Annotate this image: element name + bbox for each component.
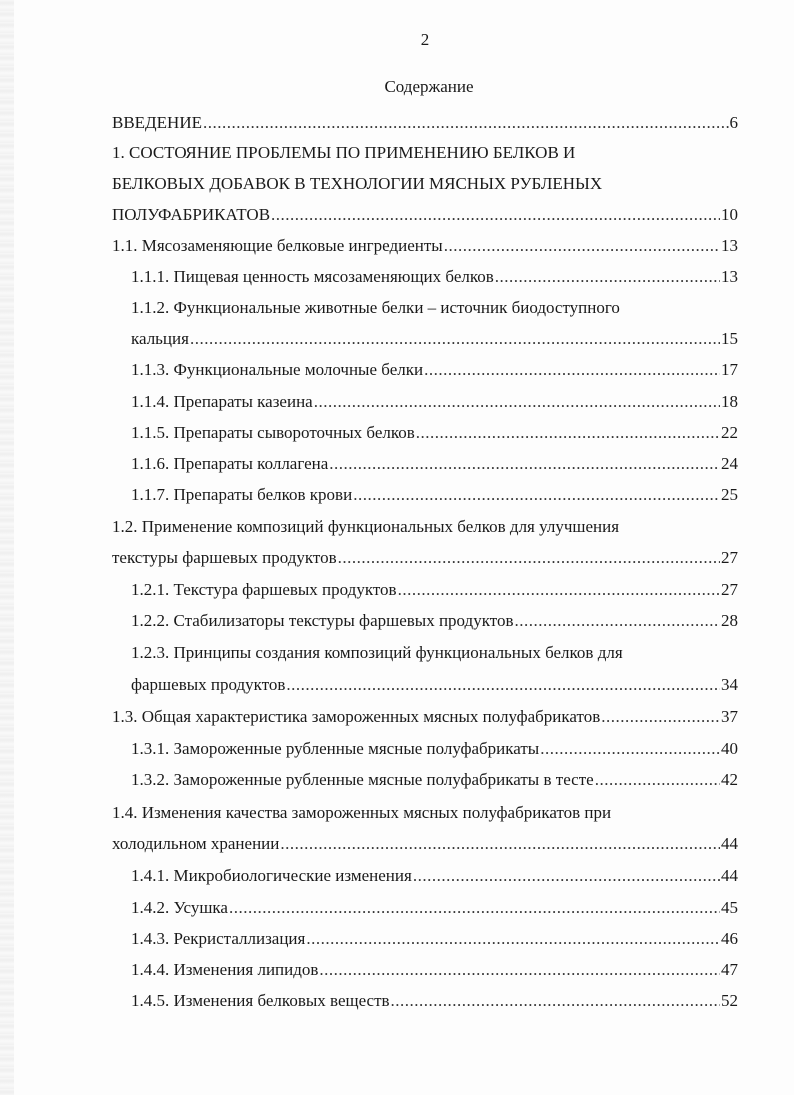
- toc-entry-text: 1.3.1. Замороженные рубленные мясные полуфабрикаты: [131, 739, 540, 758]
- toc-entry: [131, 955, 738, 985]
- toc-entry: [131, 262, 738, 292]
- toc-entry-text: 1.1.3. Функциональные молочные белки: [131, 360, 424, 379]
- toc-leader-dots: [353, 480, 720, 510]
- toc-entry: [131, 324, 738, 354]
- toc-entry: [112, 108, 738, 138]
- toc-entry: [112, 231, 738, 261]
- toc-leader-dots: [444, 231, 720, 261]
- toc-leader-dots: [514, 606, 720, 636]
- toc-entry: [112, 512, 738, 542]
- toc-entry-text: 1.1.7. Препараты белков крови: [131, 485, 353, 504]
- toc-entry: [131, 765, 738, 795]
- toc-entry-page: 40: [721, 739, 738, 758]
- toc-entry-text: 1.4.2. Усушка: [131, 898, 228, 917]
- toc-entry: [131, 924, 738, 954]
- toc-entry-page: 45: [721, 898, 738, 917]
- toc-entry: [131, 449, 738, 479]
- toc-entry-page: 17: [721, 360, 738, 379]
- toc-entry-text: фаршевых продуктов: [131, 675, 286, 694]
- toc-entry-page: 27: [721, 548, 738, 567]
- toc-entry-page: 34: [721, 675, 738, 694]
- toc-entry-text: 1.2.1. Текстура фаршевых продуктов: [131, 580, 397, 599]
- toc-leader-dots: [229, 893, 720, 923]
- toc-leader-dots: [398, 575, 720, 605]
- toc-leader-dots: [595, 765, 720, 795]
- toc-entry-text: кальция: [131, 329, 189, 348]
- toc-leader-dots: [391, 986, 720, 1016]
- toc-title: Содержание: [384, 77, 474, 96]
- toc-leader-dots: [495, 262, 720, 292]
- toc-entry-page: 22: [721, 423, 738, 442]
- toc-entry-text: ПОЛУФАБРИКАТОВ: [112, 205, 271, 224]
- toc-entry: [112, 702, 738, 732]
- toc-entry-text: 1.4.1. Микробиологические изменения: [131, 866, 412, 885]
- toc-entry: [131, 861, 738, 891]
- toc-entry: [112, 829, 738, 859]
- toc-entry-text: 1.2.2. Стабилизаторы текстуры фаршевых продуктов: [131, 611, 514, 630]
- toc-entry-text: 1.2. Применение композиций функциональных белков для улучшения: [112, 517, 620, 536]
- toc-entry-page: 44: [721, 834, 738, 853]
- toc-entry: [131, 986, 738, 1016]
- toc-entry-page: 42: [721, 770, 738, 789]
- toc-leader-dots: [286, 670, 720, 700]
- toc-entry-text: холодильном хранении: [112, 834, 280, 853]
- toc-entry-text: 1. СОСТОЯНИЕ ПРОБЛЕМЫ ПО ПРИМЕНЕНИЮ БЕЛКОВ И: [112, 143, 576, 162]
- toc-entry-page: 25: [721, 485, 738, 504]
- toc-leader-dots: [319, 955, 720, 985]
- toc-leader-dots: [416, 418, 720, 448]
- toc-entry-page: 13: [721, 236, 738, 255]
- toc-entry: [131, 638, 738, 668]
- toc-leader-dots: [329, 449, 720, 479]
- toc-entry-text: 1.4.3. Рекристаллизация: [131, 929, 306, 948]
- toc-entry: [131, 606, 738, 636]
- toc-entry-text: ВВЕДЕНИЕ: [112, 113, 202, 132]
- toc-entry-page: 13: [721, 267, 738, 286]
- toc-leader-dots: [203, 108, 729, 138]
- toc-entry-text: БЕЛКОВЫХ ДОБАВОК В ТЕХНОЛОГИИ МЯСНЫХ РУБЛЕНЫХ: [112, 174, 603, 193]
- toc-entry: [131, 293, 738, 323]
- toc-entry-text: 1.2.3. Принципы создания композиций функциональных белков для: [131, 643, 623, 662]
- toc-entry: [112, 543, 738, 573]
- toc-leader-dots: [540, 734, 720, 764]
- toc-entry-text: 1.4. Изменения качества замороженных мясных полуфабрикатов при: [112, 803, 612, 822]
- toc-leader-dots: [424, 355, 720, 385]
- toc-leader-dots: [280, 829, 720, 859]
- toc-entry-page: 44: [721, 866, 738, 885]
- toc-entry-page: 37: [721, 707, 738, 726]
- toc-entry-text: 1.4.5. Изменения белковых веществ: [131, 991, 390, 1010]
- toc-entry-text: 1.1.4. Препараты казеина: [131, 392, 313, 411]
- toc-entry-page: 15: [721, 329, 738, 348]
- toc-leader-dots: [306, 924, 720, 954]
- toc-entry: [131, 418, 738, 448]
- toc-entry-page: 46: [721, 929, 738, 948]
- toc-entry-page: 27: [721, 580, 738, 599]
- toc-entry-text: 1.3.2. Замороженные рубленные мясные полуфабрикаты в тесте: [131, 770, 594, 789]
- toc-entry-text: текстуры фаршевых продуктов: [112, 548, 337, 567]
- toc-entry-text: 1.1. Мясозаменяющие белковые ингредиенты: [112, 236, 443, 255]
- toc-leader-dots: [190, 324, 720, 354]
- toc-entry-page: 28: [721, 611, 738, 630]
- toc-entry: [112, 200, 738, 230]
- toc-entry-page: 10: [721, 205, 738, 224]
- toc-entry: [112, 798, 738, 828]
- toc-entry-page: 24: [721, 454, 738, 473]
- toc-entry-page: 18: [721, 392, 738, 411]
- page-number: 2: [420, 30, 430, 49]
- toc-entry: [131, 670, 738, 700]
- toc-entry-page: 52: [721, 991, 738, 1010]
- toc-entry-text: 1.4.4. Изменения липидов: [131, 960, 319, 979]
- toc-entry-text: 1.1.6. Препараты коллагена: [131, 454, 329, 473]
- toc-leader-dots: [338, 543, 720, 573]
- toc-entry: [131, 734, 738, 764]
- toc-leader-dots: [413, 861, 720, 891]
- toc-entry: [131, 355, 738, 385]
- toc-entry-page: 47: [721, 960, 738, 979]
- scan-edge-artifact: [0, 0, 14, 1095]
- toc-leader-dots: [601, 702, 720, 732]
- toc-entry-text: 1.1.5. Препараты сывороточных белков: [131, 423, 415, 442]
- toc-entry: [131, 893, 738, 923]
- toc-entry-text: 1.1.1. Пищевая ценность мясозаменяющих белков: [131, 267, 494, 286]
- toc-leader-dots: [271, 200, 720, 230]
- toc-entry: [131, 575, 738, 605]
- toc-entry-page: 6: [729, 113, 738, 132]
- toc-entry-text: 1.1.2. Функциональные животные белки – источник биодоступного: [131, 298, 620, 317]
- toc-entry: [112, 138, 738, 168]
- toc-entry: [131, 387, 738, 417]
- toc-entry: [131, 480, 738, 510]
- toc-entry: [112, 169, 738, 199]
- toc-leader-dots: [314, 387, 720, 417]
- toc-entry-text: 1.3. Общая характеристика замороженных мясных полуфабрикатов: [112, 707, 601, 726]
